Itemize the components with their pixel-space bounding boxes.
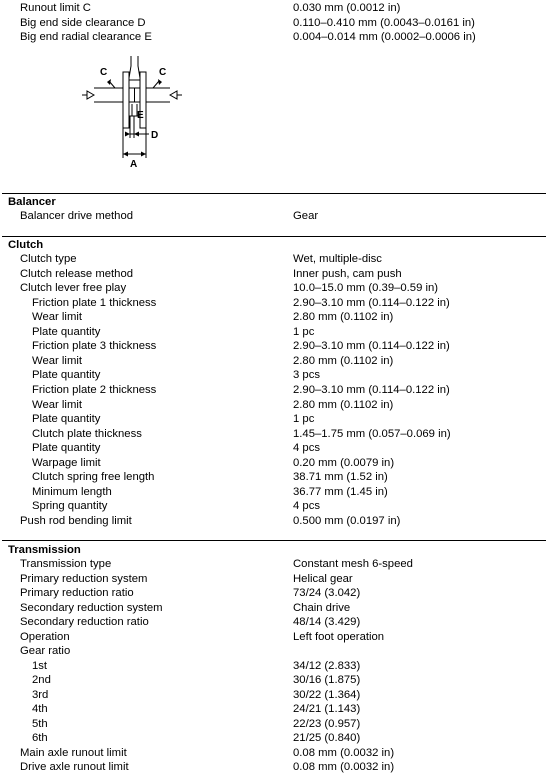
- label-c-left: C: [100, 67, 108, 78]
- spec-value: 73/24 (3.042): [293, 587, 361, 599]
- spec-value: 1.45–1.75 mm (0.057–0.069 in): [293, 427, 451, 440]
- spec-value: Gear: [293, 210, 319, 222]
- spec-row: [0, 485, 556, 499]
- spec-row: [0, 499, 556, 513]
- spec-value: Helical gear: [293, 572, 353, 585]
- spec-value: 38.71 mm (1.52 in): [293, 471, 388, 484]
- spec-value: 2.90–3.10 mm (0.114–0.122 in): [293, 383, 450, 396]
- spec-value: 0.030 mm (0.0012 in): [293, 2, 401, 14]
- section-title-transmission: Transmission: [8, 544, 81, 556]
- spec-value: 30/22 (1.364): [293, 688, 361, 701]
- spec-label: 2nd: [32, 674, 51, 686]
- spec-value: 4 pcs: [293, 500, 321, 513]
- spec-label: 4th: [32, 703, 48, 715]
- spec-value: Constant mesh 6-speed: [293, 558, 413, 570]
- spec-value: Inner push, cam push: [293, 267, 402, 280]
- spec-value: 30/16 (1.875): [293, 674, 361, 686]
- section-divider: [2, 236, 546, 237]
- spec-value: Chain drive: [293, 601, 351, 614]
- spec-row: [0, 339, 556, 353]
- spec-label: Wear limit: [32, 398, 83, 411]
- spec-label: Wear limit: [32, 354, 83, 367]
- spec-label: Plate quantity: [32, 413, 101, 426]
- spec-row: [0, 30, 556, 44]
- spec-value: 34/12 (2.833): [293, 659, 361, 672]
- spec-label: Spring quantity: [32, 500, 108, 513]
- spec-value: 0.110–0.410 mm (0.0043–0.0161 in): [293, 16, 475, 29]
- spec-label: Big end side clearance D: [20, 16, 146, 29]
- spec-row: [0, 252, 556, 266]
- spec-row: [0, 746, 556, 760]
- spec-row: [0, 644, 556, 658]
- spec-label: Friction plate 3 thickness: [32, 340, 157, 353]
- spec-row: [0, 209, 556, 223]
- label-e: E: [137, 110, 144, 121]
- spec-row: [0, 688, 556, 702]
- spec-row: [0, 572, 556, 586]
- spec-row: [0, 659, 556, 673]
- spec-row: [0, 470, 556, 484]
- spec-row: [0, 427, 556, 441]
- spec-value: Left foot operation: [293, 630, 385, 643]
- spec-value: 2.80 mm (0.1102 in): [293, 398, 394, 411]
- spec-label: 1st: [32, 659, 48, 672]
- spec-label: Big end radial clearance E: [20, 31, 152, 43]
- spec-value: 2.90–3.10 mm (0.114–0.122 in): [293, 296, 450, 309]
- spec-value: 36.77 mm (1.45 in): [293, 485, 388, 498]
- spec-row: [0, 702, 556, 716]
- spec-row: [0, 281, 556, 295]
- spec-value: 48/14 (3.429): [293, 616, 361, 628]
- spec-label: Plate quantity: [32, 442, 101, 455]
- spec-label: Warpage limit: [32, 456, 101, 469]
- spec-label: Primary reduction system: [20, 572, 148, 585]
- spec-value: 21/25 (0.840): [293, 732, 361, 744]
- spec-value: 1 pc: [293, 413, 315, 426]
- label-c-right: C: [159, 67, 167, 78]
- spec-row: [0, 1, 556, 15]
- spec-value: 0.004–0.014 mm (0.0002–0.0006 in): [293, 31, 476, 43]
- spec-value: 3 pcs: [293, 369, 321, 382]
- spec-label: Minimum length: [32, 485, 112, 498]
- spec-row: [0, 412, 556, 426]
- spec-label: Wear limit: [32, 311, 83, 324]
- section-title-clutch: Clutch: [8, 239, 44, 251]
- spec-value: Wet, multiple-disc: [293, 253, 382, 265]
- spec-row: [0, 441, 556, 455]
- spec-label: Secondary reduction system: [20, 601, 163, 614]
- spec-value: 10.0–15.0 mm (0.39–0.59 in): [293, 282, 439, 295]
- spec-label: Operation: [20, 630, 70, 643]
- spec-row: [0, 760, 556, 774]
- spec-value: 2.80 mm (0.1102 in): [293, 311, 394, 324]
- spec-value: 22/23 (0.957): [293, 717, 361, 730]
- spec-label: Clutch lever free play: [20, 282, 127, 295]
- spec-label: Gear ratio: [20, 645, 71, 657]
- spec-row: [0, 731, 556, 745]
- spec-label: Clutch plate thickness: [32, 427, 142, 440]
- spec-row: [0, 615, 556, 629]
- label-a: A: [130, 159, 138, 170]
- spec-label: Clutch release method: [20, 267, 134, 280]
- spec-row: [0, 368, 556, 382]
- spec-row: [0, 383, 556, 397]
- spec-label: Friction plate 1 thickness: [32, 296, 157, 309]
- spec-row: [0, 717, 556, 731]
- spec-label: 6th: [32, 732, 48, 744]
- spec-label: Secondary reduction ratio: [20, 616, 149, 628]
- spec-row: [0, 398, 556, 412]
- spec-row: [0, 16, 556, 30]
- spec-row: [0, 673, 556, 687]
- section-divider: [2, 540, 546, 541]
- spec-label: Push rod bending limit: [20, 514, 132, 527]
- spec-label: Drive axle runout limit: [20, 761, 129, 773]
- spec-row: [0, 630, 556, 644]
- spec-value: 0.08 mm (0.0032 in): [293, 761, 395, 773]
- spec-label: Primary reduction ratio: [20, 587, 134, 599]
- spec-label: Transmission type: [20, 558, 112, 570]
- label-d: D: [151, 130, 159, 141]
- spec-value: 2.80 mm (0.1102 in): [293, 354, 394, 367]
- spec-value: 4 pcs: [293, 442, 321, 455]
- spec-value: 1 pc: [293, 325, 315, 338]
- spec-row: [0, 557, 556, 571]
- spec-value: 0.20 mm (0.0079 in): [293, 456, 395, 469]
- spec-label: Clutch spring free length: [32, 471, 155, 484]
- spec-row: [0, 325, 556, 339]
- spec-row: [0, 586, 556, 600]
- spec-label: 5th: [32, 717, 48, 730]
- spec-row: [0, 296, 556, 310]
- spec-row: [0, 267, 556, 281]
- spec-label: Plate quantity: [32, 325, 101, 338]
- spec-row: [0, 601, 556, 615]
- spec-value: 24/21 (1.143): [293, 703, 361, 715]
- spec-row: [0, 310, 556, 324]
- spec-value: 0.08 mm (0.0032 in): [293, 746, 395, 759]
- spec-label: Plate quantity: [32, 369, 101, 382]
- spec-value: 2.90–3.10 mm (0.114–0.122 in): [293, 340, 450, 353]
- spec-label: Friction plate 2 thickness: [32, 383, 157, 396]
- spec-row: [0, 514, 556, 528]
- spec-label: 3rd: [32, 688, 49, 701]
- spec-label: Main axle runout limit: [20, 746, 127, 759]
- spec-row: [0, 354, 556, 368]
- connecting-rod-clearance-diagram: [80, 56, 190, 174]
- section-divider: [2, 193, 546, 194]
- section-title-balancer: Balancer: [8, 196, 56, 208]
- spec-label: Balancer drive method: [20, 210, 134, 222]
- spec-row: [0, 456, 556, 470]
- spec-label: Clutch type: [20, 253, 77, 265]
- spec-label: Runout limit C: [20, 2, 91, 14]
- spec-value: 0.500 mm (0.0197 in): [293, 514, 401, 527]
